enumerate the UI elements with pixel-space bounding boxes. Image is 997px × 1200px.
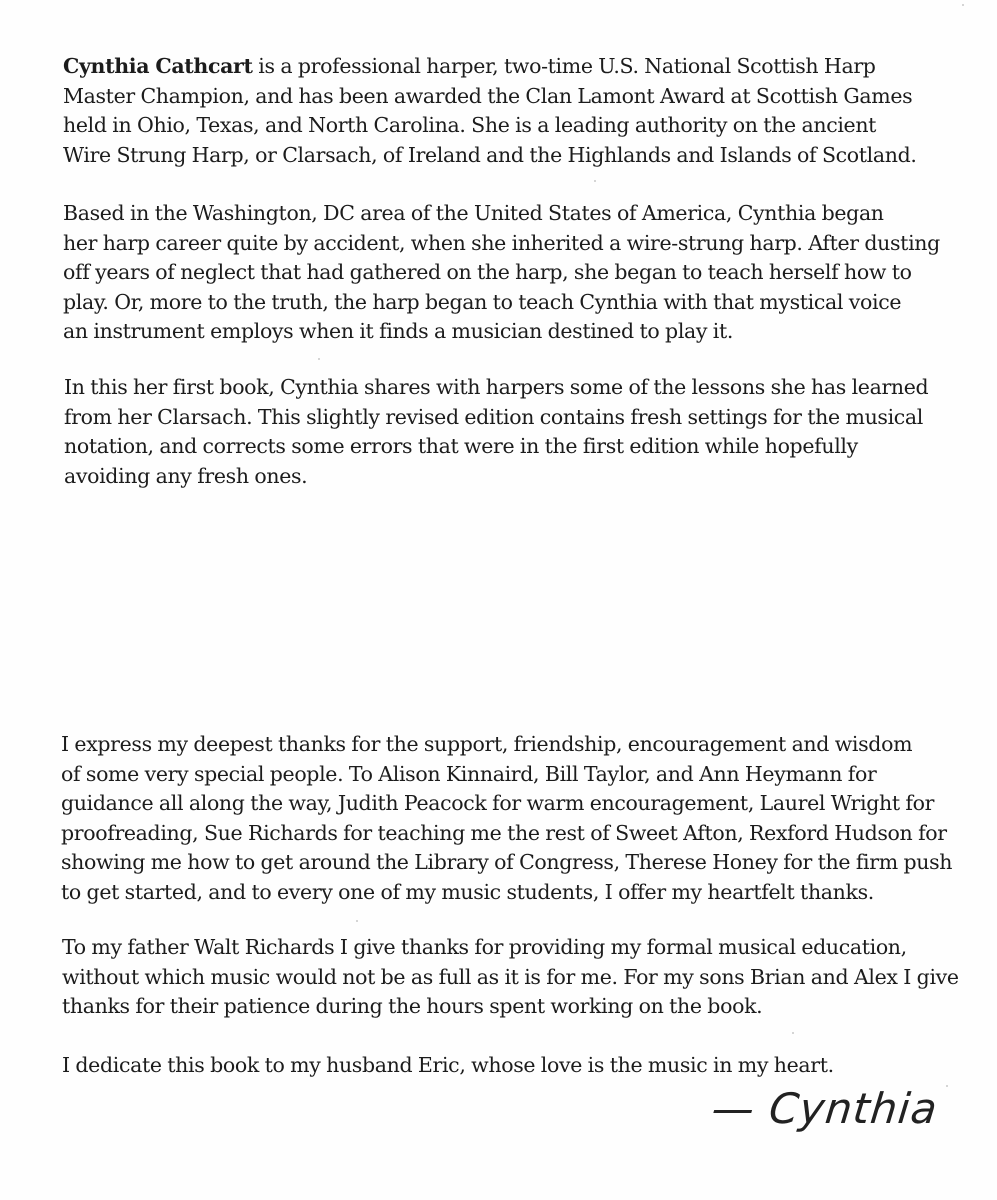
scan-speck xyxy=(962,4,964,6)
bio-paragraph-3 xyxy=(64,373,928,491)
scan-speck xyxy=(356,920,358,922)
dedication-line: I dedicate this book to my husband Eric, whose love is the music in my heart. xyxy=(62,1053,834,1077)
bio-paragraph-1-line: held in Ohio, Texas, and North Carolina. She is a leading authority on the ancient xyxy=(63,113,877,137)
bio-paragraph-2-line: an instrument employs when it finds a musician destined to play it. xyxy=(63,319,734,343)
bio-paragraph-2 xyxy=(63,199,940,347)
bio-paragraph-1-line: Master Champion, and has been awarded the Clan Lamont Award at Scottish Games xyxy=(63,83,913,108)
bio-paragraph-1-line: Wire Strung Harp, or Clarsach, of Ireland and the Highlands and Islands of Scotland. xyxy=(63,142,917,167)
scan-speck xyxy=(318,358,320,360)
scan-speck xyxy=(946,1085,948,1087)
bio-paragraph-3-line: avoiding any fresh ones. xyxy=(64,463,308,488)
bio-paragraph-1-text: is a professional harper, two-time U.S. National Scottish Harp xyxy=(252,54,876,78)
acknowledgements-line: to get started, and to every one of my music students, I offer my heartfelt thanks. xyxy=(61,879,874,904)
acknowledgements-line: To my father Walt Richards I give thanks for providing my formal musical education, xyxy=(62,935,907,959)
acknowledgements-line: without which music would not be as full as it is for me. For my sons Brian and Alex I give xyxy=(62,964,959,989)
acknowledgements-line: I express my deepest thanks for the support, friendship, encouragement and wisdom xyxy=(61,732,913,756)
bio-paragraph-1 xyxy=(63,52,917,170)
dedication-paragraph xyxy=(62,1051,834,1081)
acknowledgements-paragraph-2 xyxy=(62,933,959,1022)
acknowledgements-line: of some very special people. To Alison Kinnaird, Bill Taylor, and Ann Heymann for xyxy=(61,761,877,786)
bio-paragraph-3-line: In this her first book, Cynthia shares with harpers some of the lessons she has learned xyxy=(64,375,929,399)
bio-paragraph-1-line xyxy=(63,52,917,82)
scan-speck xyxy=(594,180,596,182)
bio-paragraph-2-line: Based in the Washington, DC area of the United States of America, Cynthia began xyxy=(63,201,884,225)
acknowledgements-line: guidance all along the way, Judith Peacock for warm encouragement, Laurel Wright for xyxy=(61,791,935,815)
bio-paragraph-2-line: her harp career quite by accident, when she inherited a wire-strung harp. After dusting xyxy=(63,230,940,255)
acknowledgements-line: thanks for their patience during the hours spent working on the book. xyxy=(62,994,763,1018)
acknowledgements-paragraph-1 xyxy=(61,730,952,907)
bio-paragraph-3-line: from her Clarsach. This slightly revised edition contains fresh settings for the musical xyxy=(64,404,924,429)
bio-paragraph-2-line: play. Or, more to the truth, the harp began to teach Cynthia with that mystical voice xyxy=(63,289,902,314)
author-name: Cynthia Cathcart xyxy=(63,54,253,78)
acknowledgements-line: showing me how to get around the Library of Congress, Therese Honey for the firm push xyxy=(61,850,953,874)
bio-paragraph-3-line: notation, and corrects some errors that were in the first edition while hopefully xyxy=(64,434,858,458)
bio-paragraph-2-line: off years of neglect that had gathered on the harp, she began to teach herself how to xyxy=(63,260,912,284)
acknowledgements-line: proofreading, Sue Richards for teaching me the rest of Sweet Afton, Rexford Hudson for xyxy=(61,820,947,845)
author-signature: — Cynthia xyxy=(709,1084,941,1133)
scan-speck xyxy=(792,1032,794,1034)
